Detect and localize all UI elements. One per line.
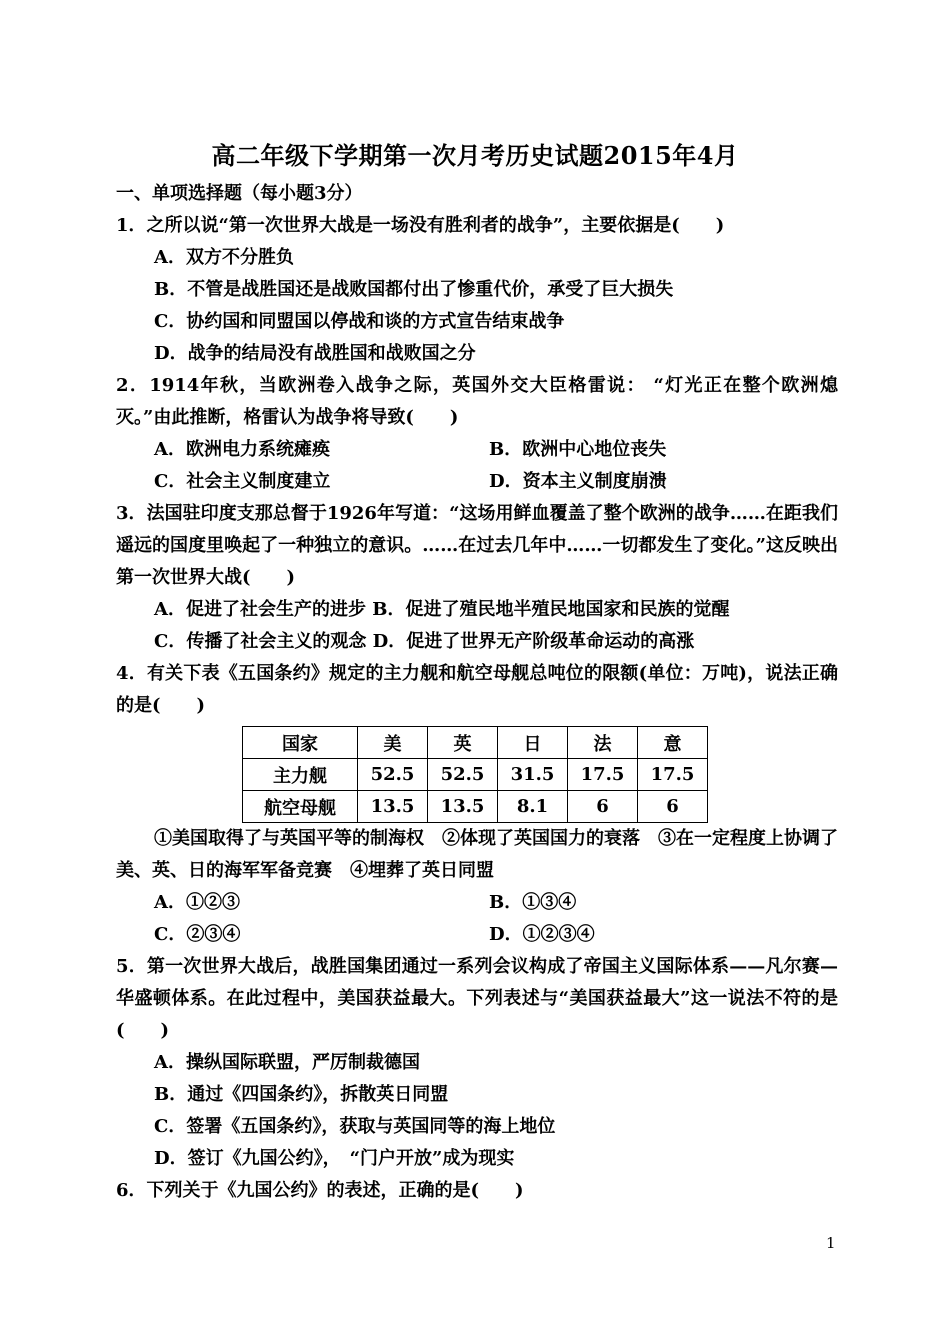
tonnage-table (242, 726, 708, 823)
page-number: 1 (826, 1234, 836, 1252)
q5-option-c: C．签署《五国条约》，获取与英国同等的海上地位 (154, 1116, 556, 1137)
q4-option-d: D．①②③④ (489, 924, 595, 945)
q2-option-a: A．欧洲电力系统瘫痪 (154, 439, 330, 460)
table-cell: 航空母舰 (243, 791, 358, 823)
q1-option-c: C．协约国和同盟国以停战和谈的方式宣告结束战争 (154, 311, 565, 332)
table-row (243, 759, 708, 791)
q2-options-row-1 (116, 434, 838, 466)
q4-option-a: A．①②③ (154, 892, 240, 913)
question-4-stem: 4．有关下表《五国条约》规定的主力舰和航空母舰总吨位的限额(单位：万吨)，说法正确的是( ) (116, 663, 838, 716)
q1-option-d: D．战争的结局没有战胜国和战败国之分 (154, 343, 476, 364)
table-cell: 52.5 (428, 759, 498, 791)
q5-option-b: B．通过《四国条约》，拆散英日同盟 (154, 1084, 449, 1105)
q4-option-c: C．②③④ (154, 924, 241, 945)
q1-option-a: A．双方不分胜负 (154, 247, 294, 268)
q3-options-ab: A．促进了社会生产的进步 B．促进了殖民地半殖民地国家和民族的觉醒 (154, 599, 730, 620)
table-header-cell: 日 (498, 727, 568, 759)
table-header-row (243, 727, 708, 759)
table-cell: 13.5 (428, 791, 498, 823)
q2-options-row-2 (116, 466, 838, 498)
q5-option-d: D．签订《九国公约》， “门户开放”成为现实 (154, 1148, 515, 1169)
exam-content (116, 178, 838, 1207)
q1-option-b: B．不管是战胜国还是战败国都付出了惨重代价，承受了巨大损失 (154, 279, 674, 300)
section-heading: 一、单项选择题（每小题3分） (116, 183, 363, 204)
q2-option-b: B．欧洲中心地位丧失 (489, 439, 667, 460)
question-1-stem: 1．之所以说“第一次世界大战是一场没有胜利者的战争”，主要依据是( ) (116, 215, 725, 236)
table-header-cell: 英 (428, 727, 498, 759)
question-2-stem: 2．1914年秋，当欧洲卷入战争之际，英国外交大臣格雷说： “灯光正在整个欧洲熄灭。”由此推断，格雷认为战争将导致( ) (116, 375, 838, 428)
table-cell: 8.1 (498, 791, 568, 823)
question-5-stem: 5．第一次世界大战后，战胜国集团通过一系列会议构成了帝国主义国际体系——凡尔赛—华盛顿体系。在此过程中，美国获益最大。下列表述与“美国获益最大”这一说法不符的是( ) (116, 956, 838, 1041)
table-row (243, 791, 708, 823)
question-3-stem: 3．法国驻印度支那总督于1926年写道：“这场用鲜血覆盖了整个欧洲的战争……在距我们遥远的国度里唤起了一种独立的意识。……在过去几年中……一切都发生了变化。”这反映出第一次世界大战( ) (116, 503, 838, 588)
table-cell: 6 (568, 791, 638, 823)
q2-option-d: D．资本主义制度崩溃 (489, 471, 667, 492)
q4-option-b: B．①③④ (489, 892, 577, 913)
q2-option-c: C．社会主义制度建立 (154, 471, 331, 492)
table-cell: 17.5 (638, 759, 708, 791)
q4-options-row-1 (116, 887, 838, 919)
q3-options-cd: C．传播了社会主义的观念 D．促进了世界无产阶级革命运动的高涨 (154, 631, 695, 652)
table-cell: 17.5 (568, 759, 638, 791)
page-title: 高二年级下学期第一次月考历史试题2015年4月 (211, 141, 739, 170)
table-cell: 52.5 (358, 759, 428, 791)
q4-statements: ①美国取得了与英国平等的制海权 ②体现了英国国力的衰落 ③在一定程度上协调了美、英、日的海军军备竞赛 ④埋葬了英日同盟 (116, 828, 838, 881)
table-header-cell: 法 (568, 727, 638, 759)
table-cell: 13.5 (358, 791, 428, 823)
table-header-cell: 美 (358, 727, 428, 759)
table-cell: 主力舰 (243, 759, 358, 791)
q5-option-a: A．操纵国际联盟，严厉制裁德国 (154, 1052, 420, 1073)
table-cell: 31.5 (498, 759, 568, 791)
table-header-cell: 意 (638, 727, 708, 759)
question-6-stem: 6．下列关于《九国公约》的表述，正确的是( ) (116, 1180, 524, 1201)
q4-options-row-2 (116, 919, 838, 951)
table-header-cell: 国家 (243, 727, 358, 759)
table-cell: 6 (638, 791, 708, 823)
